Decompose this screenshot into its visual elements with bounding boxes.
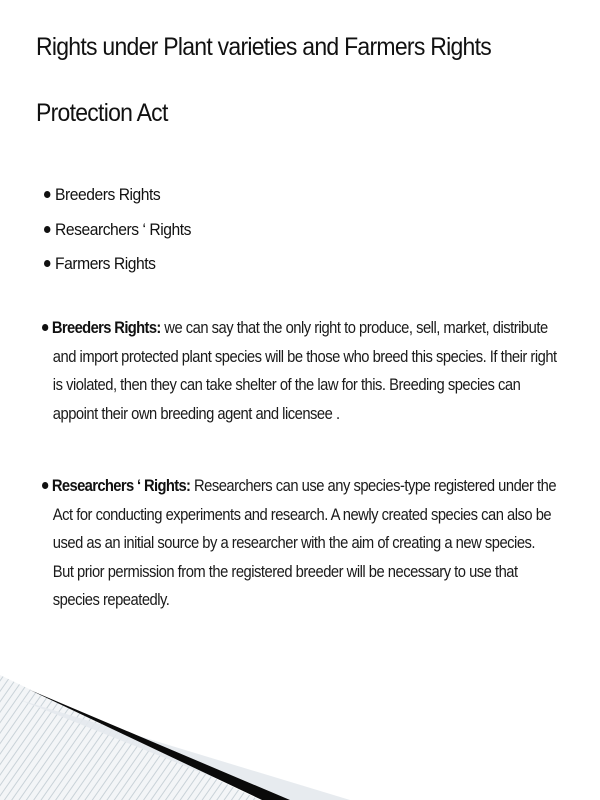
paragraph-lead: Breeders Rights: [51,319,161,337]
dark-stripe [30,690,290,800]
paragraph-researchers-rights [42,472,557,615]
bullet-icon [42,324,48,331]
list-item-breeders [44,178,191,213]
bullet-icon [42,482,48,489]
page-title: Rights under Plant varieties and Farmers Rights Protection Act [36,33,492,127]
bullet-icon [44,260,50,267]
bullet-icon [44,226,50,233]
list-item-label: Farmers Rights [55,254,156,273]
hatched-stripe [0,675,260,800]
paragraph-breeders-rights [42,314,557,428]
paragraph-text: Researchers can use any species-type registered under the Act for conducting experiments and research. A newly created species can also be used as an initial source by a researcher with the aim of creating a new species. But prior permission from the registered breeder will be necessary to use that species repeatedly. [52,477,557,609]
rights-list [44,178,204,282]
list-item-researchers [44,213,191,248]
list-item-label: Breeders Rights [55,185,161,204]
bullet-icon [44,191,50,198]
paragraph-text: we can say that the only right to produce, sell, market, distribute and import protected plant species will be those who breed this species. If their right is violated, then they can take shelter of the law for this. Breeding species can appoint their own breeding agent and licensee . [52,319,557,423]
paragraph-lead: Researchers ‘ Rights: [51,477,191,495]
list-item-farmers [44,247,191,282]
list-item-label: Researchers ‘ Rights [55,219,191,239]
light-stripe [20,700,350,800]
